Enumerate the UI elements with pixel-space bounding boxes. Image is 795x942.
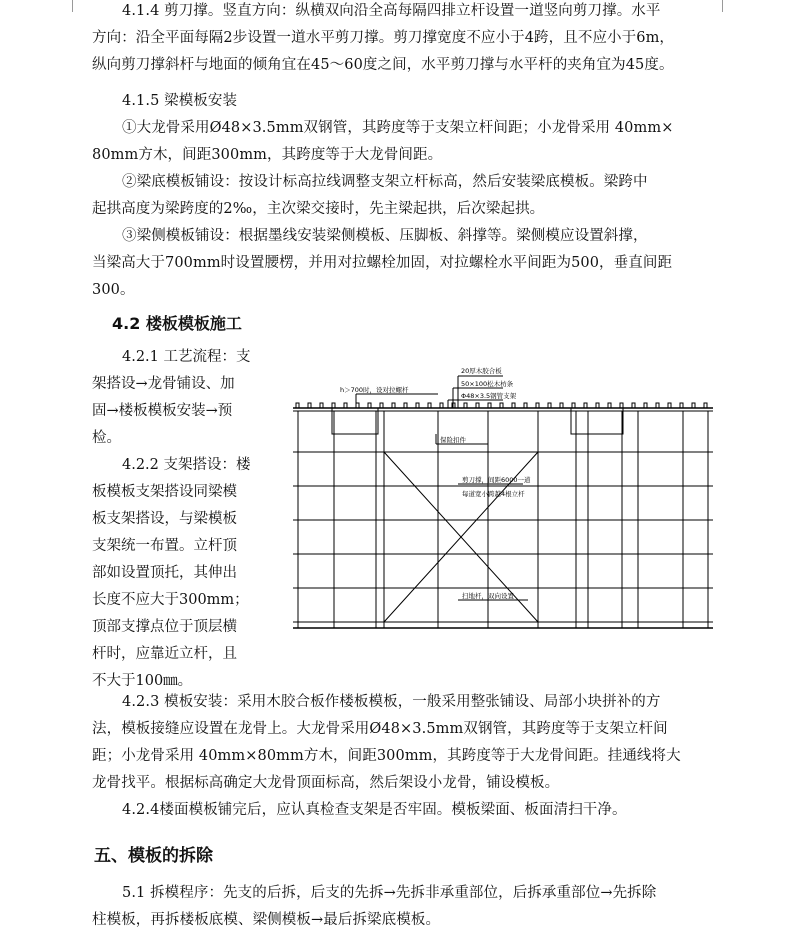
paragraph-4-1-5-item-1 bbox=[92, 115, 673, 169]
text-line: 不大于100㎜。 bbox=[92, 673, 193, 689]
paragraph-4-1-5-item-2 bbox=[92, 169, 648, 223]
diagram-label-scissor: 剪刀撑，间距6000一道 bbox=[462, 476, 531, 484]
page-margin-mark-right bbox=[722, 0, 723, 12]
text-line: 4.2.2 支架搭设：楼 bbox=[122, 457, 251, 473]
diagram-label-plywood: 20厚木胶合板 bbox=[461, 367, 502, 375]
paragraph-scissor-brace bbox=[92, 0, 674, 79]
diagram-label-steel: Φ48×3.5钢管支架 bbox=[461, 392, 517, 400]
text-line: 法，模板接缝应设置在龙骨上。大龙骨采用Ø48×3.5mm双钢管，其跨度等于支架立杆间 bbox=[92, 721, 668, 737]
text-line: 当梁高大于700mm时设置腰楞，并用对拉螺栓加固，对拉螺栓水平间距为500，垂直间距 bbox=[92, 255, 673, 271]
text-line: 柱模板，再拆楼板底模、梁侧模板→最后拆梁底模板。 bbox=[92, 912, 441, 928]
page-margin-mark-left bbox=[72, 0, 73, 12]
text-line: ➀大龙骨采用Ø48×3.5mm双钢管，其跨度等于支架立杆间距；小龙骨采用 40mm× bbox=[122, 120, 674, 136]
text-line: 4.1.4 剪刀撑。竖直方向：纵横双向沿全高每隔四排立杆设置一道竖向剪刀撑。水平 bbox=[122, 3, 661, 19]
text-line: 杆时，应靠近立杆，且 bbox=[92, 646, 237, 662]
paragraph-5-1 bbox=[92, 880, 656, 934]
heading-5: 五、模板的拆除 bbox=[94, 846, 213, 866]
text-line: 固→楼板模板安装→预 bbox=[92, 403, 233, 419]
text-line: 顶部支撑点位于顶层横 bbox=[92, 619, 237, 635]
text-line: 起拱高度为梁跨度的2‰，主次梁交接时，先主梁起拱，后次梁起拱。 bbox=[92, 201, 545, 217]
text-line: 80mm方木，间距300mm，其跨度等于大龙骨间距。 bbox=[92, 147, 443, 163]
text-line: 支架统一布置。立杆顶 bbox=[92, 538, 237, 554]
text-line: 方向：沿全平面每隔2步设置一道水平剪刀撑。剪刀撑宽度不应小于4跨，且不应小于6m， bbox=[92, 30, 675, 46]
text-line: ➁梁底模板铺设：按设计标高拉线调整支架立杆标高，然后安装梁底模板。梁跨中 bbox=[122, 174, 648, 190]
diagram-label-timber: 50×100松木枋条 bbox=[461, 380, 514, 388]
text-line: 4.2.3 模板安装：采用木胶合板作楼板模板，一般采用整张铺设、局部小块拼补的方 bbox=[122, 694, 661, 710]
text-line: 板支架搭设，与梁模板 bbox=[92, 511, 237, 527]
text-line: 板模板支架搭设同梁模 bbox=[92, 484, 237, 500]
diagram-label-beam-note: h＞700时，设对拉螺杆 bbox=[340, 386, 409, 394]
text-line: 4.2.1 工艺流程：支 bbox=[122, 349, 251, 365]
text-line: 架搭设→龙骨铺设、加 bbox=[92, 376, 235, 392]
text-line: ➂梁侧模板铺设：根据墨线安装梁侧模板、压脚板、斜撑等。梁侧模应设置斜撑， bbox=[122, 228, 648, 244]
text-line: 检。 bbox=[92, 430, 121, 446]
text-line: 纵向剪刀撑斜杆与地面的倾角宜在45～60度之间，水平剪刀撑与水平杆的夹角宜为45度。 bbox=[92, 57, 674, 73]
text-line: 龙骨找平。根据标高确定大龙骨顶面标高，然后架设小龙骨，铺设模板。 bbox=[92, 775, 560, 791]
paragraph-4-1-5-item-3 bbox=[92, 223, 672, 304]
paragraph-4-2-4 bbox=[122, 797, 627, 824]
formwork-scaffold-diagram bbox=[288, 362, 718, 642]
diagram-label-scissor2: 每道宽小跨越4根立杆 bbox=[462, 490, 525, 498]
subheading-4-1-5 bbox=[122, 88, 237, 115]
paragraph-4-2-2 bbox=[92, 452, 251, 695]
subheading-4-1-5-text: 4.1.5 梁模板安装 bbox=[122, 93, 238, 109]
text-line: 300。 bbox=[92, 282, 135, 298]
heading-4-2: 4.2 楼板模板施工 bbox=[112, 314, 242, 333]
diagram-label-clip: 保险扣件 bbox=[440, 436, 466, 444]
paragraph-4-2-1 bbox=[92, 344, 251, 452]
diagram-label-sweep: 扫地杆，双向设置 bbox=[462, 592, 514, 600]
text-line: 距；小龙骨采用 40mm×80mm方木，间距300mm，其跨度等于大龙骨间距。挂通线将大 bbox=[92, 748, 681, 764]
text-line: 5.1 拆模程序：先支的后拆，后支的先拆→先拆非承重部位，后拆承重部位→先拆除 bbox=[122, 885, 657, 901]
paragraph-4-2-3 bbox=[92, 689, 681, 797]
text-line: 部如设置顶托，其伸出 bbox=[92, 565, 237, 581]
text-line: 4.2.4楼面模板铺完后，应认真检查支架是否牢固。模板梁面、板面清扫干净。 bbox=[122, 802, 627, 818]
text-line: 长度不应大于300mm； bbox=[92, 592, 249, 608]
